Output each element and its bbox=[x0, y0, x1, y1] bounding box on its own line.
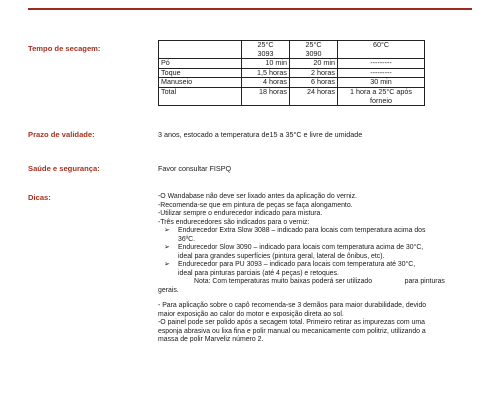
table-header-row bbox=[159, 41, 425, 59]
table-cell: --------- bbox=[338, 59, 425, 69]
tip-line: - Para aplicação sobre o capô recomenda-se 3 demãos para maior durabilidade, devido bbox=[158, 302, 427, 309]
table-cell: 30 min bbox=[338, 78, 425, 88]
label-shelf-life: Prazo de validade: bbox=[28, 130, 95, 139]
table-cell: 18 horas bbox=[242, 87, 290, 105]
tip-line: massa de polir Marveliz número 2. bbox=[158, 336, 264, 343]
table-cell: 2 horas bbox=[290, 68, 338, 78]
table-cell: 10 min bbox=[242, 59, 290, 69]
table-cell: 6 horas bbox=[290, 78, 338, 88]
table-row bbox=[159, 59, 425, 69]
hardener-item: ➢ Endurecedor Slow 3090 – indicado para locais com temperatura acima de 30°C, bbox=[164, 244, 424, 251]
table-header-cell: 25°C 3090 bbox=[290, 41, 338, 59]
table-cell bbox=[159, 41, 242, 59]
hardener-item: ➢ Endurecedor para PU 3093 – indicado para locais com temperatura até 30°C, bbox=[164, 261, 416, 268]
table-cell: 1,5 horas bbox=[242, 68, 290, 78]
table-cell: --------- bbox=[338, 68, 425, 78]
table-cell: Pó bbox=[159, 59, 242, 69]
tip-line: esponja abrasiva ou lixa fina e polir manual ou mecanicamente com politriz, utilizando a bbox=[158, 327, 426, 335]
arrow-bullet-icon: ➢ bbox=[164, 261, 170, 268]
hardener-item-continued: ideal para grandes superfícies (pintura geral, lateral de ônibus, etc). bbox=[178, 252, 385, 260]
table-cell: 4 horas bbox=[242, 78, 290, 88]
table-cell: 1 hora a 25°C após forneio bbox=[338, 87, 425, 105]
table-row bbox=[159, 87, 425, 105]
label-safety: Saúde e segurança: bbox=[28, 164, 100, 173]
header-rule bbox=[28, 8, 472, 10]
table-cell: 24 horas bbox=[290, 87, 338, 105]
arrow-bullet-icon: ➢ bbox=[164, 227, 170, 234]
hardener-note-continued: gerais. bbox=[158, 286, 179, 294]
table-cell: Toque bbox=[159, 68, 242, 78]
cure-time-table bbox=[158, 40, 425, 106]
tip-line: -O painel pode ser polido após a secagem total. Primeiro retirar as impurezas com uma bbox=[158, 319, 425, 326]
safety-text: Favor consultar FISPQ bbox=[158, 164, 232, 173]
hardener-item-continued: ideal para pinturas parciais (até 4 peças) e retoques. bbox=[178, 269, 339, 277]
tip-line: -O Wandabase não deve ser lixado antes da aplicação do verniz. bbox=[158, 193, 357, 200]
tips-section bbox=[158, 193, 476, 345]
hardener-note: Nota: Com temperaturas muito baixas poderá ser utilizado para pinturas bbox=[194, 278, 445, 285]
table-header-cell: 60°C bbox=[338, 41, 425, 59]
tip-line: -Três endurecedores são indicados para o verniz: bbox=[158, 218, 310, 226]
tip-line: maior exposição ao calor do motor e exposição direta ao sol. bbox=[158, 310, 344, 318]
table-cell: 20 min bbox=[290, 59, 338, 69]
table-header-cell: 25°C 3093 bbox=[242, 41, 290, 59]
arrow-bullet-icon: ➢ bbox=[164, 244, 170, 251]
shelf-life-text: 3 anos, estocado a temperatura de15 a 35°C e livre de umidade bbox=[158, 130, 363, 139]
hardener-item-continued: 36ºC. bbox=[178, 235, 196, 243]
label-cure-time: Tempo de secagem: bbox=[28, 44, 101, 53]
tip-line: -Recomenda-se que em pintura de peças se faça alongamento. bbox=[158, 201, 353, 209]
tip-line: -Utilizar sempre o endurecedor indicado para mistura. bbox=[158, 210, 323, 217]
table-cell: Manuseio bbox=[159, 78, 242, 88]
label-tips: Dicas: bbox=[28, 193, 51, 202]
hardener-item: ➢ Endurecedor Extra Slow 3088 – indicado para locais com temperatura acima dos bbox=[164, 227, 426, 234]
table-cell: Total bbox=[159, 87, 242, 105]
